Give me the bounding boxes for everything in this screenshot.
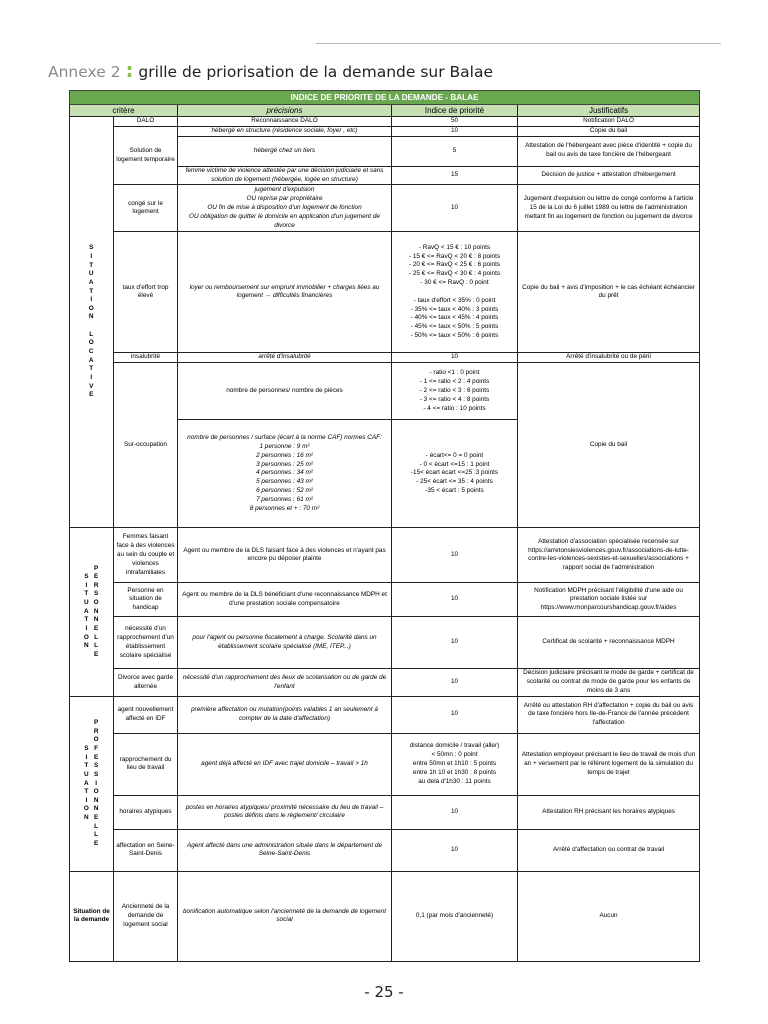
cell-indice: 50 [392,117,518,127]
header-critere: critère [70,105,178,117]
cell-justificatif: Attestation de l'hébergeant avec pièce d'identité + copie du bail ou avis de taxe foncière de l'hébergeant [518,136,700,166]
cell-precision: arrêté d'insalubrité [178,353,392,363]
cell-justificatif: Arrêté d'affectation ou contrat de travail [518,829,700,871]
header-justificatifs: Justificatifs [518,105,700,117]
cell-justificatif: Arrêté d'insalubrité ou de péril [518,353,700,363]
page-number: - 25 - [364,983,404,1001]
cell-justificatif: Notification DALO [518,117,700,127]
cell-precision: postes en horaires atypiques/ proximité nécessaire du lieu de travail – postes définis dans le règlement/ circulaire [178,795,392,829]
table-banner-row [70,91,700,105]
table-row [70,117,700,127]
table-row [70,583,700,617]
cell-justificatif: Décision de justice + attestation d'hébergement [518,166,700,185]
cell-justificatif: Arrêté ou attestation RH d'affectation + copie du bail ou avis de taxe foncière hors Ile-de-France de l'année précédent l'affectation [518,696,700,733]
cell-indice: 10 [392,528,518,583]
cell-critere: congé sur le logement [114,185,178,232]
table-banner: INDICE DE PRIORITE DE LA DEMANDE - BALAE [70,91,700,105]
cell-precision: nombre de personnes / surface (écart à la norme CAF) normes CAF: 1 personne : 9 m² 2 personnes : 16 m² 3 personnes : 25 m² 4 personnes : 34 m² 5 personnes : 43 m² 6 personnes : 52 m² 7 personnes : 61 m² 8 personnes et + : 70 m² [178,420,392,528]
table-row [70,528,700,583]
cell-critere: Personne en situation de handicap [114,583,178,617]
cell-precision: bonification automatique selon l'ancienneté de la demande de logement social [178,871,392,961]
cell-critere: affectation en Seine-Saint-Denis [114,829,178,871]
table-row [70,871,700,961]
cell-precision: pour l'agent ou personne fiscalement à charge. Scolarité dans un établissement scolaire spécialisé (IME, ITEP...) [178,617,392,669]
cell-precision: jugement d'expulsion OU reprise par propriétaire OU fin de mise à disposition d'un logement de fonction OU obligation de quitter le domicile en application d'un jugement de divorce [178,185,392,232]
table-row [70,126,700,136]
cell-critere: Femmes faisant face à des violences au sein du couple et violences intrafamiliales [114,528,178,583]
table-row [70,669,700,696]
cell-justificatif: Jugement d'expulsion ou lettre de congé conforme à l'article 15 de la Loi du 6 juillet 1989 ou lettre de l'administration mettant fin au logement de fonction ou jugement de divorce [518,185,700,232]
cell-indice: 15 [392,166,518,185]
cell-indice: 5 [392,136,518,166]
table-row [70,353,700,363]
cell-indice: - RavQ < 15 € : 10 points - 15 € <= RavQ < 20 € : 8 points - 20 € <= RavQ < 25 € : 6 points - 25 € <= RavQ < 30 € : 4 points - 30 € <= RavQ : 0 point - taux d'effort < 35% : 0 point - 35% <= taux < 40% : 3 points - 40% <= taux < 45% : 4 points - 45% <= taux < 50% : 5 points - 50% <= taux < 50% : 6 points [392,232,518,353]
cell-critere: nécessité d'un rapprochement d'un établissement scolaire spécialisé [114,617,178,669]
table-row [70,795,700,829]
cell-precision: Agent ou membre de la DLS faisant face à des violences et n'ayant pas encore pu déposer plainte [178,528,392,583]
cell-justificatif: Attestation employeur précisant le lieu de travail de mois d'un an + versement par le référent logement de la simulation du temps de trajet [518,733,700,795]
cell-critere: agent nouvellement affecté en IDF [114,696,178,733]
cell-justificatif: Décision judiciaire précisant le mode de garde + certificat de scolarité ou contrat de mode de garde pour les enfants de moins de 3 ans [518,669,700,696]
cell-justificatif: Copie du bail [518,363,700,528]
cell-justificatif: Notification MDPH précisant l'éligibilité d'une aide ou prestation sociale listée sur https://www.monparcourshandicap.gouv.fr/aides [518,583,700,617]
table-row [70,185,700,232]
table-row [70,232,700,353]
cell-indice: - écart<= 0 = 0 point - 0 < écart <=15 : 1 point -15< écart écart <=25 :3 points - 25< écart <= 35 : 4 points -35 < écart : 5 points [392,420,518,528]
cell-precision: Agent affecté dans une administration située dans le département de Seine-Saint-Denis [178,829,392,871]
cell-indice: 10 [392,696,518,733]
cell-justificatif: Attestation d'association spécialisée recensée sur https://arretonslesviolences.gouv.fr/associations-de-lutte-contre-les-violences-sexistes-et-sexuelles/associations + rapport social de l'administration [518,528,700,583]
category-situation-professionnelle: S I T U A T I O N P R O F E S S I O N N E L L E [70,696,114,871]
cell-critere: Solution de logement temporaire [114,126,178,184]
header-rule [316,43,721,44]
cell-critere: taux d'effort trop élevé [114,232,178,353]
cell-indice: distance domicile / travail (aller) < 50mn : 0 point entre 50mn et 1h10 : 5 points entre 1h 10 et 1h30 : 8 points au delà d'1h30 : 11 points [392,733,518,795]
cell-indice: 10 [392,829,518,871]
cell-critere: horaires atypiques [114,795,178,829]
table-row [70,696,700,733]
cell-indice: 10 [392,669,518,696]
cell-indice: 10 [392,185,518,232]
cell-critere: insalubrité [114,353,178,363]
cell-justificatif: Attestation RH précisant les horaires atypiques [518,795,700,829]
cell-indice: - ratio <1 : 0 point - 1 <= ratio < 2 : 4 points - 2 <= ratio < 3 : 6 points - 3 <= ratio < 4 : 8 points - 4 <= ratio : 10 points [392,363,518,420]
cell-justificatif: Copie du bail [518,126,700,136]
cell-critere: Ancienneté de la demande de logement social [114,871,178,961]
header-precisions: précisions [178,105,392,117]
cell-indice: 10 [392,617,518,669]
cell-indice: 10 [392,583,518,617]
category-situation-locative: S I T U A T I O N L O C A T I V E [70,117,114,528]
cell-precision: première affectation ou mutation(points valables 1 an seulement à compter de la date d'affectation) [178,696,392,733]
cell-critere: rapprochement du lieu de travail [114,733,178,795]
cell-justificatif: Copie du bail + avis d'imposition + le cas échéant échéancier du prêt [518,232,700,353]
cell-precision: nombre de personnes/ nombre de pièces [178,363,392,420]
header-indice: Indice de priorité [392,105,518,117]
cell-critere: Divorce avec garde alternée [114,669,178,696]
category-situation-personnelle: S I T U A T I O N P E R S O N N E L L E [70,528,114,696]
cell-precision: agent déjà affecté en IDF avec trajet domicile – travail > 1h [178,733,392,795]
cell-precision: hébergé chez un tiers [178,136,392,166]
cell-precision: Reconnaissance DALO [178,117,392,127]
table-row [70,617,700,669]
cell-justificatif: Aucun [518,871,700,961]
cell-indice: 10 [392,795,518,829]
title-text: grille de priorisation de la demande sur Balae [138,63,493,81]
annex-label: Annexe 2 [48,63,121,81]
table-row [70,363,700,420]
cell-indice: 0,1 (par mois d'ancienneté) [392,871,518,961]
cell-critere: Sur-occupation [114,363,178,528]
table-row [70,829,700,871]
page-title [48,58,493,82]
cell-precision: nécessité d'un rapprochement des lieux de scolarisation ou de garde de l'enfant [178,669,392,696]
cell-indice: 10 [392,353,518,363]
category-situation-demande: Situation de la demande [70,871,114,961]
cell-indice: 10 [392,126,518,136]
cell-precision: Agent ou membre de la DLS bénéficiant d'une reconnaissance MDPH et d'une prestation sociale compensatoire [178,583,392,617]
cell-precision: femme victime de violence attestée par une décision judiciaire et sans solution de logement (hébergée, logée en structure) [178,166,392,185]
table-row [70,733,700,795]
table-header-row [70,105,700,117]
cell-precision: loyer ou remboursement sur emprunt immobilier + charges liées au logement → difficultés financières [178,232,392,353]
cell-justificatif: Certificat de scolarité + reconnaissance MDPH [518,617,700,669]
title-colon: : [125,58,134,82]
cell-critere: DALO [114,117,178,127]
priority-grid-table [69,90,700,962]
cell-precision: hébergé en structure (résidence sociale, foyer , etc) [178,126,392,136]
